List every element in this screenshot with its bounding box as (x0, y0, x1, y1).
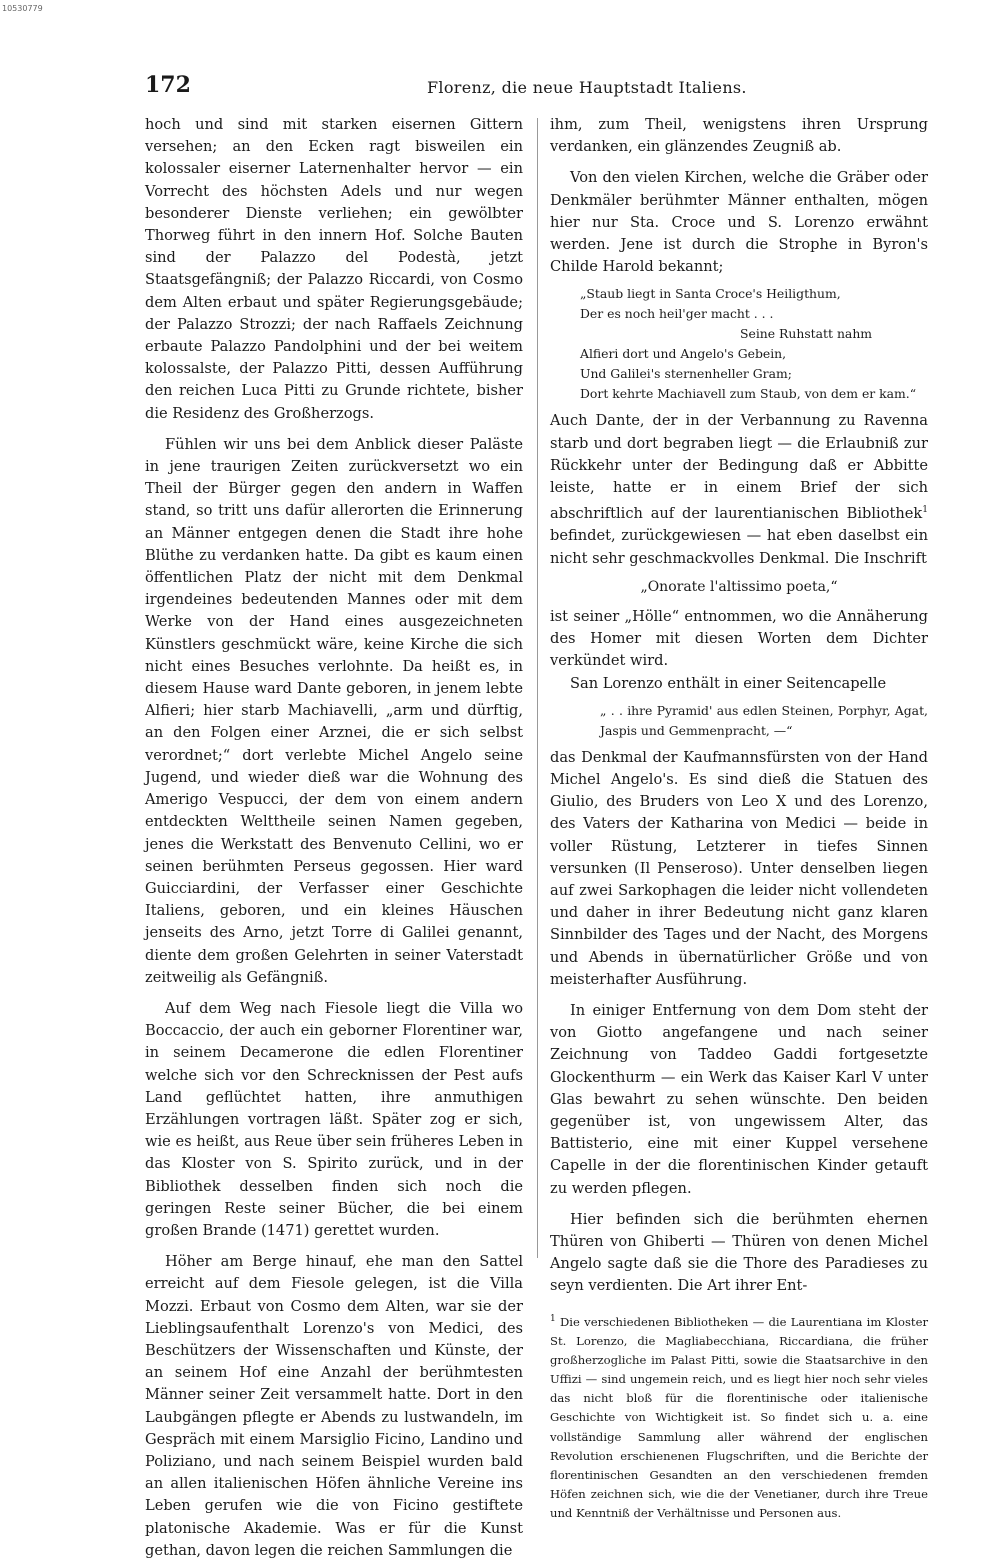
right-paragraph-4: ist seiner „Hölle“ entnommen, wo die Annäherung des Homer mit diesen Worten dem Dichter verkündet wird. (550, 607, 928, 670)
right-paragraph-8: Hier befinden sich die berühmten ehernen Thüren von Ghiberti — Thüren von denen Michel Angelo sagte daß sie die Thore des Paradieses zu seyn verdienten. Die Art ihrer Ent- (550, 1210, 928, 1295)
running-title: Florenz, die neue Hauptstadt Italiens. (427, 78, 747, 97)
right-paragraph-1: ihm, zum Theil, wenigstens ihren Ursprung verdanken, ein glänzendes Zeugniß ab. (550, 116, 928, 156)
left-paragraph-4: Höher am Berge hinauf, ehe man den Sattel erreicht auf dem Fiesole gelegen, ist die Villa Mozzi. Erbaut von Cosmo dem Alten, war sie der Lieblingsaufenthalt Lorenzo's von Medici, des Beschützers der Wissenschaften und Künste, der an seinem Hof eine Anzahl der berühmtesten Männer seiner Zeit versammelt hatte. Dort in den Laubgängen pflegte er Abends zu lustwandeln, im Gespräch mit einem Marsiglio Ficino, Landino und Poliziano, und nach seinem Beispiel wurden bald an allen italienischen Höfen ähnliche Vereine ins Leben gerufen wie die von Ficino gestiftete platonische Akademie. Was er für die Kunst gethan, davon legen die reichen Sammlungen die (145, 1253, 523, 1559)
footnote (550, 1310, 928, 1524)
right-paragraph-6: das Denkmal der Kaufmannsfürsten von der Hand Michel Angelo's. Es sind dieß die Statuen des Giulio, des Bruders von Leo X und des Lorenzo, des Vaters der Katharina von Medici — beide in voller Rüstung, Letzterer in tiefes Sinnen versunken (Il Penseroso). Unter denselben liegen auf zwei Sarkophagen die leider nicht vollendeten und daher in ihrer Bedeutung nicht ganz klaren Sinnbilder des Tages und der Nacht, des Morgens und Abends in übernatürlicher Größe und von meisterhafter Ausführung. (550, 748, 928, 988)
left-column (145, 114, 523, 1562)
verse-line: Porphyr, Agat, Jaspis und Gemmenpracht, —“ (600, 702, 928, 738)
pyramid-verse (600, 701, 928, 741)
left-paragraph-1: hoch und sind mit starken eisernen Gittern versehen; an den Ecken ragt bisweilen ein kolossaler eiserner Laternenhalter hervor — ein Vorrecht des höchsten Adels und nur wegen besonderer Dienste verliehen; ein gewölbter Thorweg führt in den innern Hof. Solche Bauten sind der Palazzo del Podestà, jetzt Staatsgefängniß; der Palazzo Riccardi, von Cosmo dem Alten erbaut und später Regierungsgebäude; der Palazzo Strozzi; der nach Raffaels Zeichnung erbaute Palazzo Pandolphini und der bei weitem kolossalste, der Palazzo Pitti, dessen Aufführung den reichen Luca Pitti zu Grunde richtete, bisher die Residenz des Großherzogs. (145, 116, 523, 422)
footnote-reference: 1 (922, 505, 928, 516)
footnote-marker: 1 (550, 1313, 556, 1324)
left-paragraph-2: Fühlen wir uns bei dem Anblick dieser Paläste in jene traurigen Zeiten zurückversetzt wo ein Theil der Bürger gegen den andern in Waffen stand, so tritt uns dafür allerorten die Erinnerung an Männer entgegen denen die Stadt ihre hohe Blüthe zu verdanken hatte. Da gibt es kaum einen öffentlichen Platz der nicht mit dem Denkmal irgendeines bedeutenden Mannes oder mit dem Werke von der Hand eines ausgezeichneten Künstlers geschmückt wäre, keine Kirche die sich nicht eines Besuches verlohnte. Da heißt es, in diesem Hause ward Dante geboren, in jenem lebte Alfieri; hier starb Machiavelli, „arm und dürftig, an den Folgen einer Arznei, die er sich selbst verordnet;“ dort verlebte Michel Angelo seine Jugend, und wieder dieß war die Wohnung des Amerigo Vespucci, der dem von einem andern entdeckten Welttheile seinen Namen gegeben, jenes die Werkstatt des Benvenuto Cellini, wo er seinen berühmten Perseus gegossen. Hier ward Guicciardini, der Verfasser einer Geschichte Italiens, geboren, und ein kleines Häuschen jenseits des Arno, jetzt Torre di Galilei genannt, diente dem großen Gelehrten in seiner Vaterstadt zeitweilig als Gefängniß. (145, 435, 523, 986)
dante-inscription: „Onorate l'altissimo poeta,“ (640, 578, 838, 595)
verse-line: Alfieri dort und Angelo's Gebein, (580, 346, 787, 362)
column-divider (537, 118, 538, 1258)
left-paragraph-3: Auf dem Weg nach Fiesole liegt die Villa wo Boccaccio, der auch ein geborner Florentiner war, in seinem Decamerone die edlen Florentiner welche sich vor den Schrecknissen der Pest aufs Land geflüchtet hatten, ihre anmuthigen Erzählungen vortragen läßt. Später zog er sich, wie es heißt, aus Reue über sein früheres Leben in das Kloster von S. Spirito zurück, und in der Bibliothek desselben finden sich noch die geringen Reste seiner Bücher, die bei einem großen Brande (1471) gerettet wurden. (145, 999, 523, 1239)
page-header (145, 72, 935, 102)
paragraph-text: befindet, zurückgewiesen — hat eben daselbst ein nicht sehr geschmackvolles Denkmal. Die Inschrift (550, 527, 928, 567)
right-paragraph-2: Von den vielen Kirchen, welche die Gräber oder Denkmäler berühmter Männer enthalten, mögen hier nur Sta. Croce und S. Lorenzo erwähnt werden. Jene ist durch die Strophe in Byron's Childe Harold bekannt; (550, 169, 928, 276)
verse-line: „ . . ihre Pyramid' aus edlen Steinen, (600, 702, 834, 718)
byron-verse (580, 284, 928, 404)
right-paragraph-3 (550, 410, 928, 569)
right-column (550, 114, 928, 1524)
paragraph-text: Auch Dante, der in der Verbannung zu Ravenna starb und dort begraben liegt — die Erlaubniß zur Rückkehr unter der Bedingung daß er Abbitte leiste, hatte er in einem Brief der sich abschriftlich auf der laurentianischen Bibliothek (550, 412, 928, 523)
verse-line: „Staub liegt in Santa Croce's Heiligthum, (580, 286, 841, 302)
footnote-text: Die verschiedenen Bibliotheken — die Laurentiana im Kloster St. Lorenzo, die Magliabecchiana, Riccardiana, die früher großherzogliche im Palast Pitti, sowie die Staatsarchive in den Uffizi — sind ungemein reich, und es liegt hier noch sehr vieles das nicht bloß für die florentinische oder italienische Geschichte von Wichtigkeit ist. So findet sich u. a. eine vollständige Sammlung aller während der englischen Revolution erschienenen Flugschriften, und die Berichte der florentinischen Gesandten an den verschiedenen fremden Höfen zeichnen sich, wie die der Venetianer, durch ihre Treue und Kenntniß der Verhältnisse und Personen aus. (550, 1314, 928, 1521)
verse-line: Seine Ruhstatt nahm (740, 326, 873, 342)
right-paragraph-7: In einiger Entfernung von dem Dom steht der von Giotto angefangene und nach seiner Zeichnung von Taddeo Gaddi fortgesetzte Glockenthurm — ein Werk das Kaiser Karl V unter Glas bewahrt zu sehen wünschte. Den beiden gegenüber ist, von ungewissem Alter, das Battisterio, eine mit einer Kuppel versehene Capelle in der die florentinischen Kinder getauft zu werden pflegen. (550, 1001, 928, 1197)
page-id-stamp: 10530779 (2, 4, 43, 13)
page-number: 172 (145, 72, 191, 98)
right-paragraph-5: San Lorenzo enthält in einer Seitencapelle (570, 674, 887, 692)
verse-line: Und Galilei's sternenheller Gram; (580, 366, 792, 382)
verse-line: Dort kehrte Machiavell zum Staub, von dem er kam.“ (580, 386, 917, 402)
verse-line: Der es noch heil'ger macht . . . (580, 306, 774, 322)
